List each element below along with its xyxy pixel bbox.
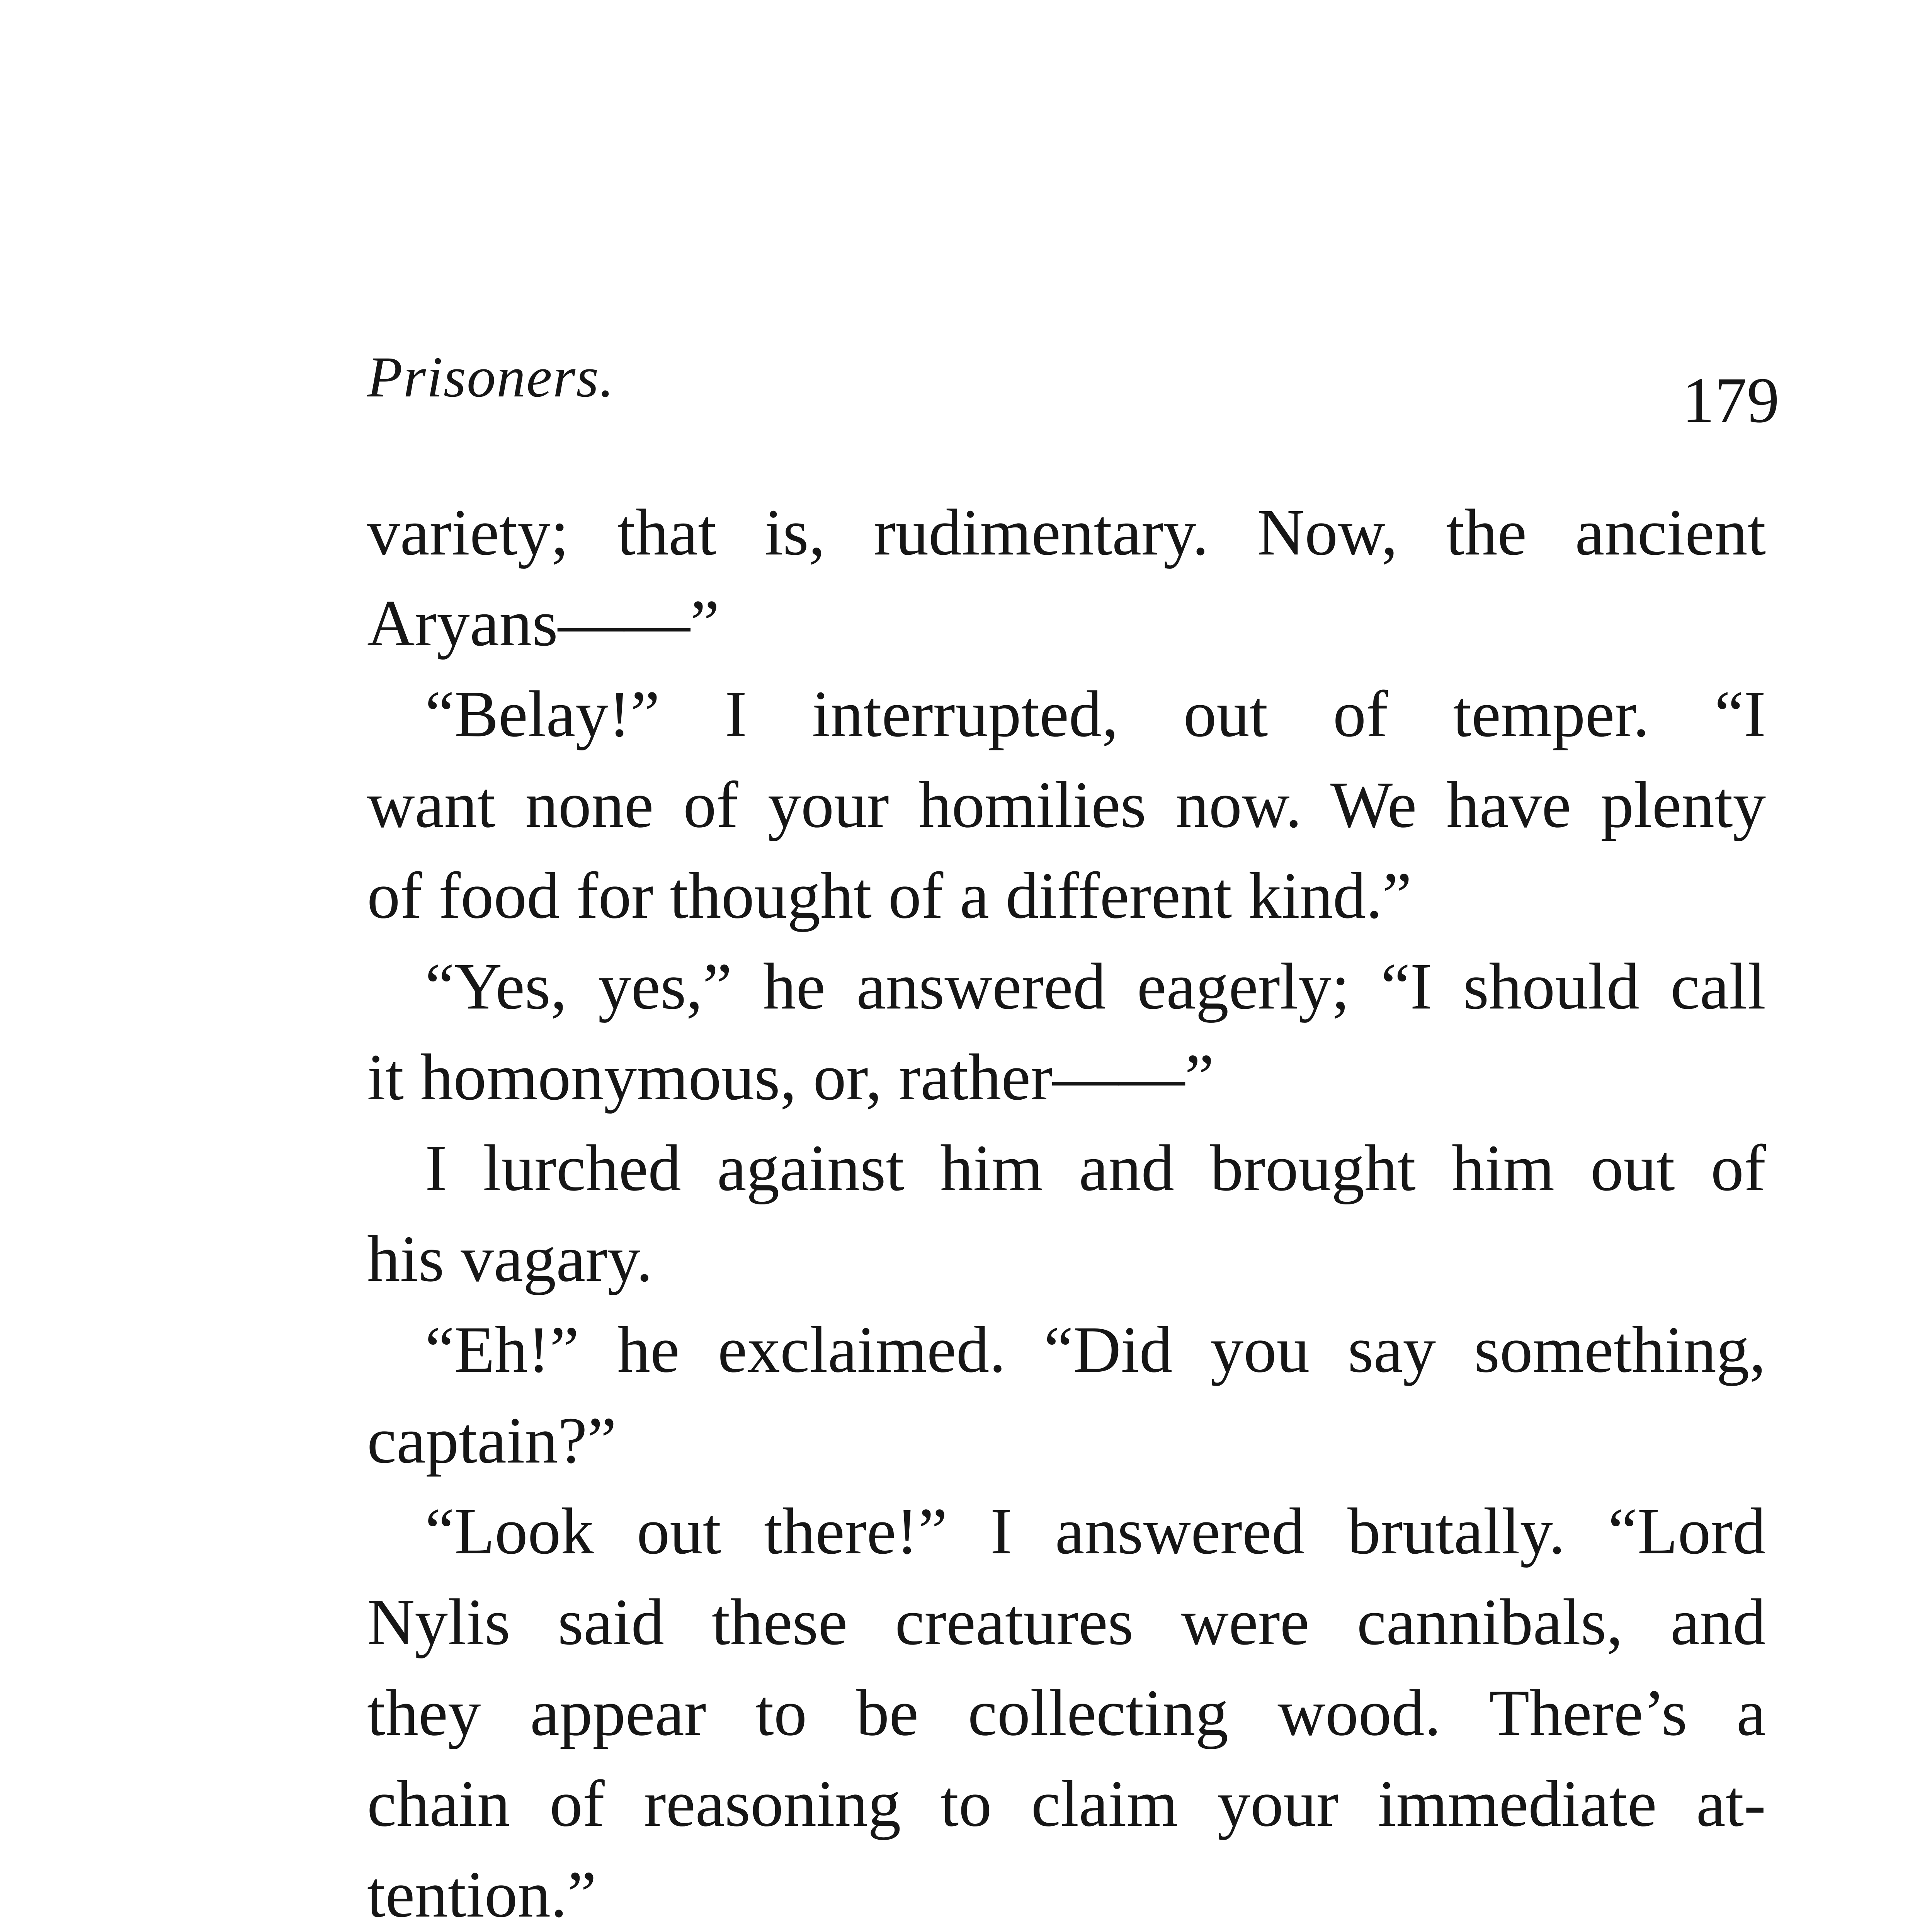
text-line: tention.” <box>367 1858 597 1931</box>
text-line: “Yes, yes,” he answered eagerly; “I should call <box>425 950 1766 1023</box>
body-text <box>367 487 1766 1932</box>
text-line: Aryans——” <box>367 587 719 660</box>
text-line: of food for thought of a different kind.” <box>367 859 1412 932</box>
text-line: want none of your homilies now. We have plenty <box>367 768 1766 841</box>
text-line: variety; that is, rudimentary. Now, the ancient <box>367 496 1766 569</box>
text-line: I lurched against him and brought him out of <box>425 1131 1766 1204</box>
text-line: his vagary. <box>367 1222 653 1295</box>
text-line: “Belay!” I interrupted, out of temper. “I <box>425 677 1766 750</box>
text-line: Nylis said these creatures were cannibals, and <box>367 1585 1766 1658</box>
running-head-title: Prisoners. <box>367 345 615 409</box>
text-line: “Look out there!” I answered brutally. “Lord <box>425 1495 1766 1568</box>
text-line: captain?” <box>367 1404 617 1477</box>
text-line: they appear to be collecting wood. There’s a <box>367 1676 1766 1749</box>
page-number: 179 <box>1682 364 1779 436</box>
text-line: it homonymous, or, rather——” <box>367 1041 1214 1114</box>
text-line: “Eh!” he exclaimed. “Did you say something, <box>425 1313 1766 1386</box>
text-line: chain of reasoning to claim your immediate at- <box>367 1767 1766 1840</box>
